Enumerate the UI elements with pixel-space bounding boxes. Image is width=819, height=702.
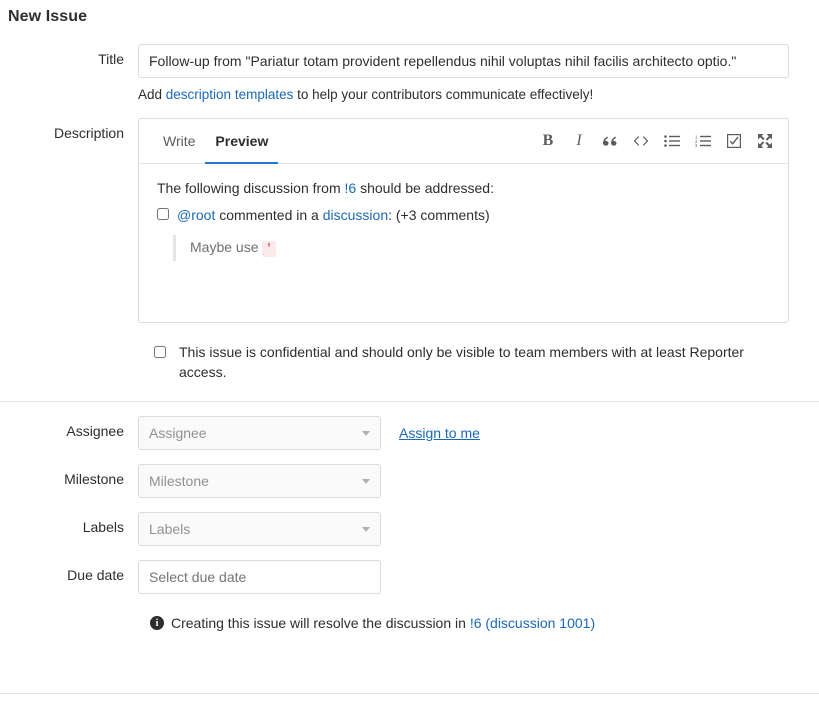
preview-intro-before: The following discussion from [157, 180, 345, 196]
preview-intro-after: should be addressed: [356, 180, 494, 196]
bottom-divider [0, 693, 819, 694]
assign-to-me-link[interactable]: Assign to me [399, 425, 480, 441]
description-field-wrapper [138, 118, 819, 323]
section-divider [0, 401, 819, 402]
fullscreen-icon[interactable] [756, 132, 774, 150]
description-label: Description [53, 125, 124, 141]
confidential-label: This issue is confidential and should only be visible to team members with at least Reporter access. [179, 344, 744, 380]
bulleted-list-icon[interactable] [663, 132, 681, 150]
quote-icon[interactable] [601, 132, 619, 150]
milestone-label: Milestone [64, 471, 124, 487]
labels-field-wrapper [138, 512, 819, 546]
page-title: New Issue [8, 8, 88, 25]
milestone-row [0, 464, 819, 498]
assignee-label: Assignee [66, 423, 124, 439]
description-editor [138, 118, 789, 323]
editor-toolbar [539, 132, 774, 150]
task-after-text: : (+3 comments) [388, 207, 490, 223]
italic-icon[interactable]: I [576, 132, 582, 149]
task-checkbox[interactable] [157, 208, 169, 220]
helper-prefix: Add [138, 87, 166, 102]
preview-task-item [157, 205, 770, 225]
title-label: Title [98, 51, 124, 67]
labels-select[interactable] [138, 512, 381, 546]
merge-request-link[interactable]: !6 [344, 180, 357, 196]
chevron-down-icon [362, 431, 370, 436]
title-row [0, 44, 819, 102]
inline-code: ' [262, 241, 275, 257]
milestone-field-wrapper [138, 464, 819, 498]
chevron-down-icon [362, 479, 370, 484]
svg-text:3: 3 [695, 143, 698, 147]
svg-text:2: 2 [695, 138, 698, 144]
resolve-note-text [171, 615, 595, 631]
helper-suffix: to help your contributors communicate effectively! [293, 87, 594, 102]
due-date-row [0, 560, 819, 594]
title-input[interactable] [138, 44, 789, 78]
due-date-field-wrapper [138, 560, 819, 594]
svg-text:1: 1 [695, 135, 698, 140]
description-templates-link[interactable]: description templates [165, 87, 294, 102]
title-field-wrapper [138, 44, 819, 102]
labels-select-value: Labels [149, 521, 191, 537]
assignee-field-wrapper [138, 416, 819, 450]
assignee-row [0, 416, 819, 450]
preview-blockquote [173, 235, 770, 261]
resolve-discussion-note [150, 615, 819, 631]
milestone-select-value: Milestone [149, 473, 209, 489]
due-date-label: Due date [67, 567, 124, 583]
description-row [0, 118, 819, 323]
task-middle-text: commented in a [215, 207, 323, 223]
assignee-select[interactable] [138, 416, 381, 450]
confidential-row [150, 342, 790, 382]
labels-row [0, 512, 819, 546]
preview-intro [157, 178, 770, 198]
blockquote-text: Maybe use [190, 239, 263, 255]
editor-tabs [153, 119, 278, 163]
assignee-select-value: Assignee [149, 425, 207, 441]
task-list-icon[interactable] [725, 132, 743, 150]
editor-header [139, 119, 788, 164]
resolve-note-prefix: Creating this issue will resolve the discussion in [171, 615, 470, 631]
numbered-list-icon[interactable] [694, 132, 712, 150]
description-templates-helper [138, 87, 807, 102]
description-preview[interactable] [139, 164, 788, 322]
confidential-checkbox[interactable] [154, 346, 166, 358]
task-text [177, 205, 490, 225]
milestone-select[interactable] [138, 464, 381, 498]
due-date-input[interactable] [138, 560, 381, 594]
labels-label: Labels [82, 519, 124, 535]
bold-icon[interactable]: B [542, 132, 554, 149]
info-icon: i [150, 616, 164, 630]
tab-preview[interactable]: Preview [205, 119, 278, 164]
user-mention-link[interactable]: @root [177, 207, 216, 223]
chevron-down-icon [362, 527, 370, 532]
code-icon[interactable] [632, 132, 650, 150]
tab-write[interactable]: Write [163, 132, 196, 149]
discussion-link[interactable]: discussion [322, 207, 389, 223]
resolve-discussion-link[interactable]: !6 (discussion 1001) [469, 615, 596, 631]
